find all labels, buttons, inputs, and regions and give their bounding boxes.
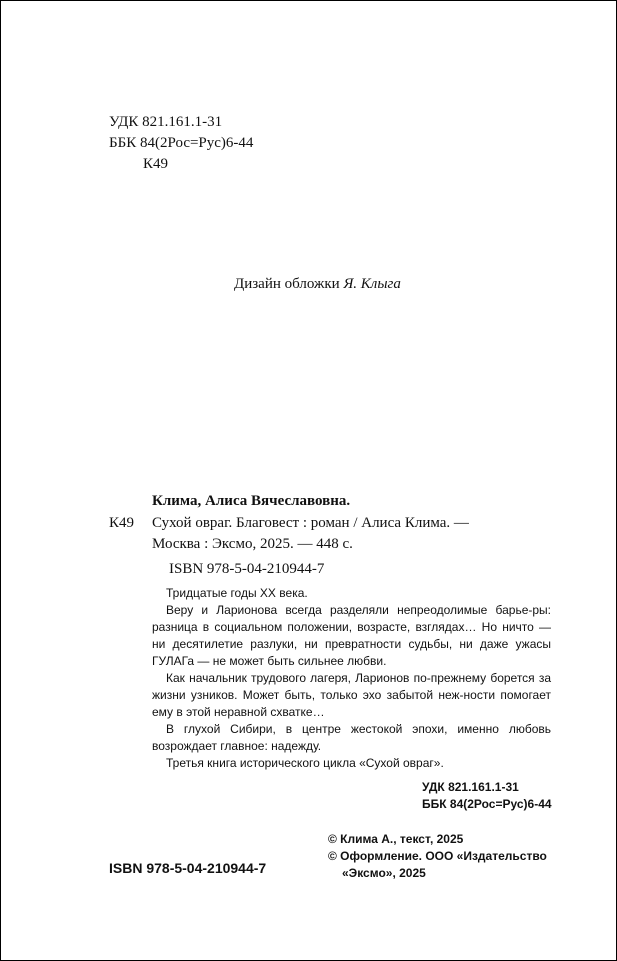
cover-designer-credit [234, 276, 401, 293]
record-author-sign: К49 [109, 515, 135, 531]
bottom-isbn: ISBN 978-5-04-210944-7 [109, 860, 267, 876]
copyright-notice [328, 831, 547, 882]
title-line-1: Сухой овраг. Благовест : роман / Алиса Клима. — [152, 515, 469, 531]
record-author-heading: Клима, Алиса Вячеславовна. [152, 493, 351, 509]
designer-label: Дизайн обложки [234, 276, 340, 292]
bottom-classification-codes [422, 779, 552, 813]
bottom-bbk-code: ББК 84(2Рос=Рус)6-44 [422, 797, 552, 811]
bbk-code: ББК 84(2Рос=Рус)6-44 [109, 135, 254, 151]
copyright-text-line: © Клима А., текст, 2025 [328, 832, 464, 846]
author-sign: К49 [143, 156, 169, 172]
top-classification-codes [109, 112, 253, 175]
annotation-paragraph: Как начальник трудового лагеря, Ларионов по-прежнему борется за жизни узников. Может быть, только эхо забытой неж-ности помогает ему в этой неравной схватке… [152, 671, 551, 719]
annotation-paragraph: Веру и Ларионова всегда разделяли непреодолимые барье-ры: разница в социальном положении, возрасте, взглядах… Но ничто — ни десятилетие разлуки, ни превратности судьбы, ни даже ужасы ГУЛАГа — не может быть сильнее любви. [152, 603, 551, 668]
annotation [152, 585, 551, 772]
copyright-publisher-line: «Эксмо», 2025 [342, 866, 426, 880]
bottom-udk-code: УДК 821.161.1-31 [422, 780, 519, 794]
bibliographic-description [152, 513, 469, 555]
annotation-paragraph: В глухой Сибири, в центре жестокой эпохи, именно любовь возрождает главное: надежду. [152, 722, 551, 753]
udk-code: УДК 821.161.1-31 [109, 114, 223, 130]
title-line-2: Москва : Эксмо, 2025. — 448 с. [152, 536, 353, 552]
record-isbn: ISBN 978-5-04-210944-7 [169, 561, 325, 577]
annotation-paragraph: Тридцатые годы XX века. [166, 586, 308, 600]
annotation-paragraph: Третья книга исторического цикла «Сухой овраг». [166, 756, 444, 770]
copyright-design-line: © Оформление. ООО «Издательство [328, 849, 547, 863]
designer-name: Я. Клыга [343, 276, 401, 292]
